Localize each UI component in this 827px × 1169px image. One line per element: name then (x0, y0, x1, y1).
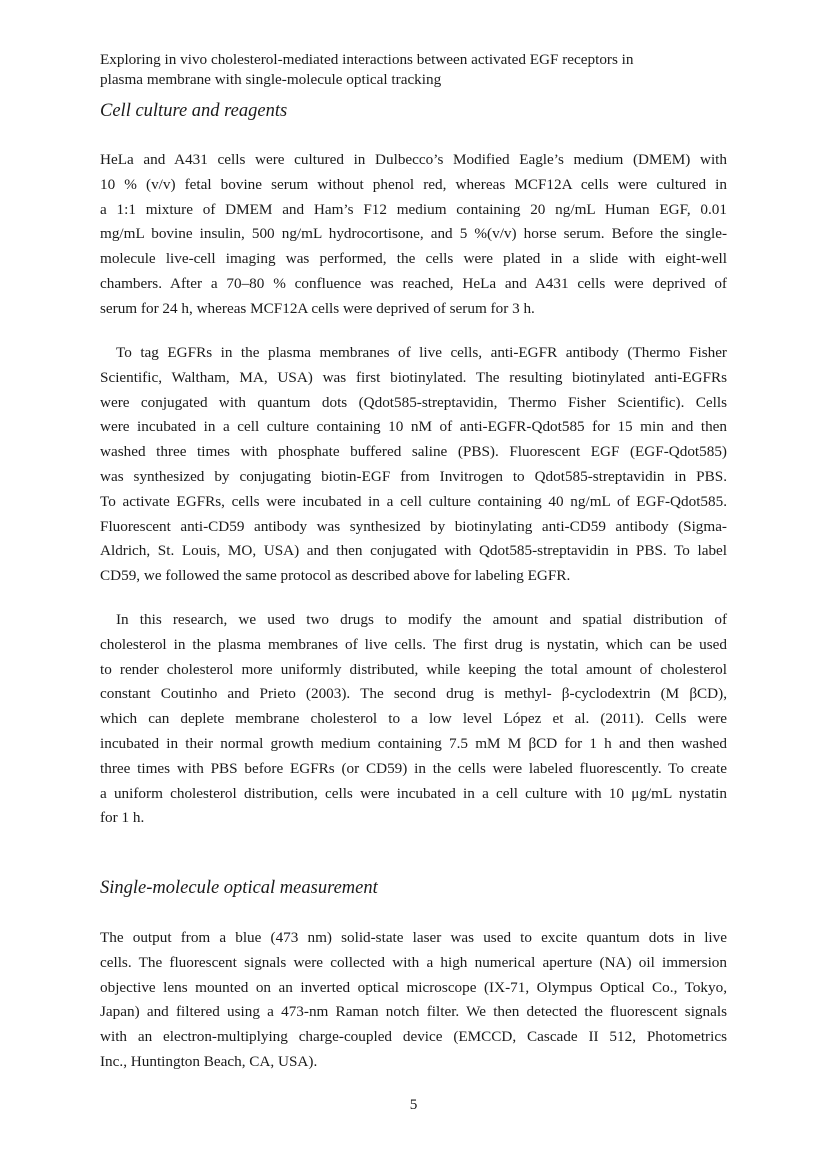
paragraph-line: washed three times with phosphate buffered saline (PBS). Fluorescent EGF (EGF-Qdot585) (100, 443, 727, 461)
paragraph-line: The output from a blue (473 nm) solid-state laser was used to excite quantum dots in live (100, 929, 727, 946)
paragraph (100, 926, 727, 1075)
paragraph-line: a 1:1 mixture of DMEM and Ham’s F12 medium containing 20 ng/mL Human EGF, 0.01 (100, 200, 727, 218)
paragraph-line: Fluorescent anti-CD59 antibody was synthesized by biotinylating anti-CD59 antibody (Sigma- (100, 517, 727, 535)
paragraph-line: molecule live-cell imaging was performed, the cells were plated in a slide with eight-well (100, 250, 727, 268)
section-heading-cell-culture: Cell culture and reagents (100, 101, 288, 121)
paragraph-line: mg/mL bovine insulin, 500 ng/mL hydrocortisone, and 5 %(v/v) horse serum. Before the single- (100, 225, 727, 243)
running-head-line: plasma membrane with single-molecule optical tracking (100, 71, 442, 88)
paragraph (100, 341, 727, 589)
paragraph-line: were conjugated with quantum dots (Qdot585-streptavidin, Thermo Fisher Scientific). Cells (100, 393, 727, 411)
paragraph-line: a uniform cholesterol distribution, cells were incubated in a cell culture with 10 μg/mL nystatin (100, 784, 727, 802)
paragraph-line: To activate EGFRs, cells were incubated in a cell culture containing 40 ng/mL of EGF-Qdot585. (100, 492, 727, 510)
paragraph-line: three times with PBS before EGFRs (or CD59) in the cells were labeled fluorescently. To create (100, 759, 727, 777)
paragraph-line: which can deplete membrane cholesterol to a low level López et al. (2011). Cells were (100, 710, 727, 728)
paragraph-line: cholesterol in the plasma membranes of live cells. The first drug is nystatin, which can be used (100, 635, 727, 653)
paragraph (100, 148, 727, 322)
paragraph-line: for 1 h. (100, 809, 145, 827)
paragraph-line: To tag EGFRs in the plasma membranes of live cells, anti-EGFR antibody (Thermo Fisher (116, 344, 727, 361)
paragraph-line: were incubated in a cell culture containing 10 nM of anti-EGFR-Qdot585 for 15 min and then (100, 418, 727, 436)
paragraph-line: Scientific, Waltham, MA, USA) was first biotinylated. The resulting biotinylated anti-EGFRs (100, 368, 727, 386)
section-heading-single-molecule: Single-molecule optical measurement (100, 878, 378, 898)
running-head (100, 50, 727, 90)
running-head-line: Exploring in vivo cholesterol-mediated interactions between activated EGF receptors in (100, 51, 634, 68)
paragraph-line: Japan) and filtered using a 473-nm Raman notch filter. We then detected the fluorescent signals (100, 1003, 727, 1021)
paragraph-line: Aldrich, St. Louis, MO, USA) and then conjugated with Qdot585-streptavidin in PBS. To label (100, 542, 727, 560)
paragraph-line: CD59, we followed the same protocol as described above for labeling EGFR. (100, 567, 571, 585)
paragraph-line: with an electron-multiplying charge-coupled device (EMCCD, Cascade II 512, Photometrics (100, 1028, 727, 1046)
paragraph-line: chambers. After a 70–80 % confluence was reached, HeLa and A431 cells were deprived of (100, 274, 727, 292)
paragraph (100, 608, 727, 831)
paragraph-line: cells. The fluorescent signals were collected with a high numerical aperture (NA) oil immersion (100, 953, 727, 971)
paragraph-line: 10 % (v/v) fetal bovine serum without phenol red, whereas MCF12A cells were cultured in (100, 175, 727, 193)
paragraph-line: objective lens mounted on an inverted optical microscope (IX-71, Olympus Optical Co., Tokyo, (100, 978, 727, 996)
paragraph-line: In this research, we used two drugs to modify the amount and spatial distribution of (116, 611, 727, 628)
page-number: 5 (409, 1096, 418, 1113)
paragraph-line: was synthesized by conjugating biotin-EGF from Invitrogen to Qdot585-streptavidin in PBS. (100, 467, 727, 485)
paragraph-line: Inc., Huntington Beach, CA, USA). (100, 1052, 318, 1070)
paragraph-line: HeLa and A431 cells were cultured in Dulbecco’s Modified Eagle’s medium (DMEM) with (100, 151, 727, 168)
paragraph-line: constant Coutinho and Prieto (2003). The second drug is methyl- β-cyclodextrin (M βCD), (100, 685, 727, 703)
paragraph-line: incubated in their normal growth medium containing 7.5 mM M βCD for 1 h and then washed (100, 734, 727, 752)
paragraph-line: serum for 24 h, whereas MCF12A cells were deprived of serum for 3 h. (100, 299, 535, 317)
paragraph-line: to render cholesterol more uniformly distributed, while keeping the total amount of cholesterol (100, 660, 727, 678)
